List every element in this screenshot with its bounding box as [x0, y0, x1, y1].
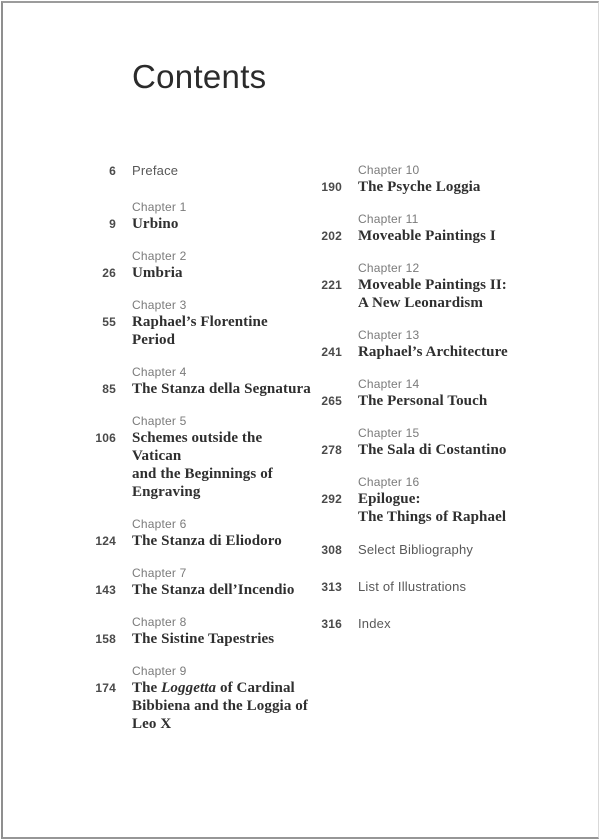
- toc-title-line: A New Leonardism: [358, 295, 483, 311]
- toc-page-number: 221: [321, 278, 342, 292]
- toc-page-number: 6: [109, 164, 116, 178]
- toc-entry-body: [132, 615, 274, 648]
- toc-chapter-label: Chapter 5: [132, 414, 187, 428]
- toc-entry-body: [358, 579, 466, 595]
- toc-entry-body: [132, 566, 294, 599]
- toc-page-number: 124: [95, 534, 116, 548]
- toc-entry: [300, 328, 540, 361]
- toc-chapter-label: Chapter 1: [132, 200, 187, 214]
- toc-entry-title: [132, 163, 178, 178]
- toc-title-line: Raphael’s Architecture: [358, 344, 508, 360]
- toc-entry-title: [358, 441, 507, 459]
- toc-title-line: Moveable Paintings II:: [358, 277, 507, 293]
- toc-entry-body: [132, 414, 314, 501]
- toc-entry-title: [358, 343, 508, 361]
- toc-entry-body: [358, 616, 391, 632]
- toc-page-number: 241: [321, 345, 342, 359]
- toc-entry-body: [132, 517, 282, 550]
- toc-page-number: 265: [321, 394, 342, 408]
- toc-chapter-label: Chapter 15: [358, 426, 420, 440]
- toc-title-line: Epilogue:: [358, 491, 421, 507]
- toc-page-number: 313: [321, 580, 342, 594]
- toc-chapter-label: Chapter 8: [132, 615, 187, 629]
- toc-page-number: 190: [321, 180, 342, 194]
- toc-chapter-label: Chapter 11: [358, 212, 419, 226]
- toc-entry-body: [132, 200, 187, 233]
- toc-entry-title: [132, 380, 311, 398]
- toc-title-line: The Loggetta of Cardinal: [132, 680, 295, 696]
- toc-entry-title: [132, 581, 294, 599]
- toc-entry-body: [132, 163, 178, 179]
- toc-entry: [74, 298, 314, 349]
- toc-title-line: The Sala di Costantino: [358, 442, 507, 458]
- toc-page-number: 85: [102, 382, 116, 396]
- toc-page-number: 292: [321, 492, 342, 506]
- toc-entry-body: [358, 475, 506, 526]
- toc-entry-title: [358, 392, 487, 410]
- toc-entry: [74, 163, 314, 179]
- toc-entry-body: [132, 249, 187, 282]
- toc-page-number: 316: [321, 617, 342, 631]
- toc-entry: [300, 579, 540, 595]
- toc-entry: [300, 616, 540, 632]
- toc-entry: [300, 426, 540, 459]
- toc-entry: [74, 249, 314, 282]
- page-title: Contents: [132, 58, 267, 96]
- toc-entry-body: [358, 328, 508, 361]
- toc-entry: [300, 212, 540, 245]
- toc-title-line: Bibbiena and the Loggia of: [132, 698, 308, 714]
- toc-entry: [300, 475, 540, 526]
- toc-entry: [74, 517, 314, 550]
- toc-entry-title: [132, 429, 314, 501]
- toc-entry-title: [132, 679, 308, 733]
- toc-entry-title: [358, 542, 473, 557]
- toc-chapter-label: Chapter 12: [358, 261, 420, 275]
- toc-chapter-label: Chapter 6: [132, 517, 187, 531]
- toc-page-number: 202: [321, 229, 342, 243]
- toc-entry: [74, 664, 314, 733]
- toc-title-line: Schemes outside the Vatican: [132, 430, 263, 464]
- toc-chapter-label: Chapter 3: [132, 298, 187, 312]
- toc-entry: [300, 377, 540, 410]
- toc-entry-title: [358, 227, 496, 245]
- toc-title-line: The Stanza di Eliodoro: [132, 533, 282, 549]
- toc-page-number: 174: [95, 681, 116, 695]
- toc-page-number: 106: [95, 431, 116, 445]
- toc-title-line: Umbria: [132, 265, 183, 281]
- toc-entry-title: [358, 276, 507, 312]
- toc-title-line: Engraving: [132, 484, 201, 500]
- toc-entry-title: [358, 490, 506, 526]
- toc-chapter-label: Chapter 16: [358, 475, 420, 489]
- toc-title-line: The Personal Touch: [358, 393, 488, 409]
- toc-title-line: Raphael’s Florentine Period: [132, 314, 268, 348]
- toc-title-line: The Stanza della Segnatura: [132, 381, 311, 397]
- toc-chapter-label: Chapter 2: [132, 249, 187, 263]
- toc-entry-title: [132, 215, 187, 233]
- toc-entry-title: [132, 630, 274, 648]
- toc-column-left: [74, 163, 314, 749]
- toc-chapter-label: Chapter 14: [358, 377, 420, 391]
- toc-entry-title: [132, 532, 282, 550]
- toc-entry-body: [132, 298, 314, 349]
- toc-entry-body: [358, 261, 507, 312]
- toc-entry-title: [358, 579, 466, 594]
- toc-entry-body: [358, 426, 507, 459]
- toc-title-line: The Psyche Loggia: [358, 179, 481, 195]
- toc-entry-body: [358, 212, 496, 245]
- toc-title-line: Preface: [132, 163, 179, 178]
- toc-entry-body: [358, 377, 487, 410]
- toc-chapter-label: Chapter 9: [132, 664, 187, 678]
- toc-entry-body: [358, 163, 481, 196]
- toc-entry: [74, 615, 314, 648]
- toc-entry-title: [358, 178, 481, 196]
- toc-chapter-label: Chapter 4: [132, 365, 187, 379]
- toc-entry: [300, 542, 540, 558]
- toc-page-number: 308: [321, 543, 342, 557]
- toc-entry-title: [358, 616, 391, 631]
- toc-entry: [74, 414, 314, 501]
- toc-title-line: The Things of Raphael: [358, 509, 507, 525]
- toc-title-line: List of Illustrations: [358, 579, 467, 594]
- toc-page-number: 278: [321, 443, 342, 457]
- toc-title-line: Index: [358, 616, 391, 631]
- toc-entry-body: [132, 365, 311, 398]
- toc-title-line: Moveable Paintings I: [358, 228, 496, 244]
- toc-entry: [300, 163, 540, 196]
- toc-entry-body: [132, 664, 308, 733]
- toc-entry-body: [358, 542, 473, 558]
- toc-entry: [74, 200, 314, 233]
- toc-entry: [300, 261, 540, 312]
- toc-page-number: 158: [95, 632, 116, 646]
- toc-page-number: 143: [95, 583, 116, 597]
- toc-column-right: [300, 163, 540, 653]
- toc-title-line: Urbino: [132, 216, 179, 232]
- toc-entry-title: [132, 313, 314, 349]
- toc-chapter-label: Chapter 10: [358, 163, 420, 177]
- toc-title-line: The Sistine Tapestries: [132, 631, 275, 647]
- toc-entry: [74, 566, 314, 599]
- toc-entry-title: [132, 264, 187, 282]
- toc-chapter-label: Chapter 7: [132, 566, 187, 580]
- toc-page-number: 26: [102, 266, 116, 280]
- toc-title-line: Select Bibliography: [358, 542, 474, 557]
- toc-page-number: 9: [109, 217, 116, 231]
- toc-title-line: Leo X: [132, 716, 172, 732]
- toc-title-line: The Stanza dell’Incendio: [132, 582, 295, 598]
- toc-entry: [74, 365, 314, 398]
- toc-title-line: and the Beginnings of: [132, 466, 273, 482]
- toc-chapter-label: Chapter 13: [358, 328, 420, 342]
- toc-page-number: 55: [102, 315, 116, 329]
